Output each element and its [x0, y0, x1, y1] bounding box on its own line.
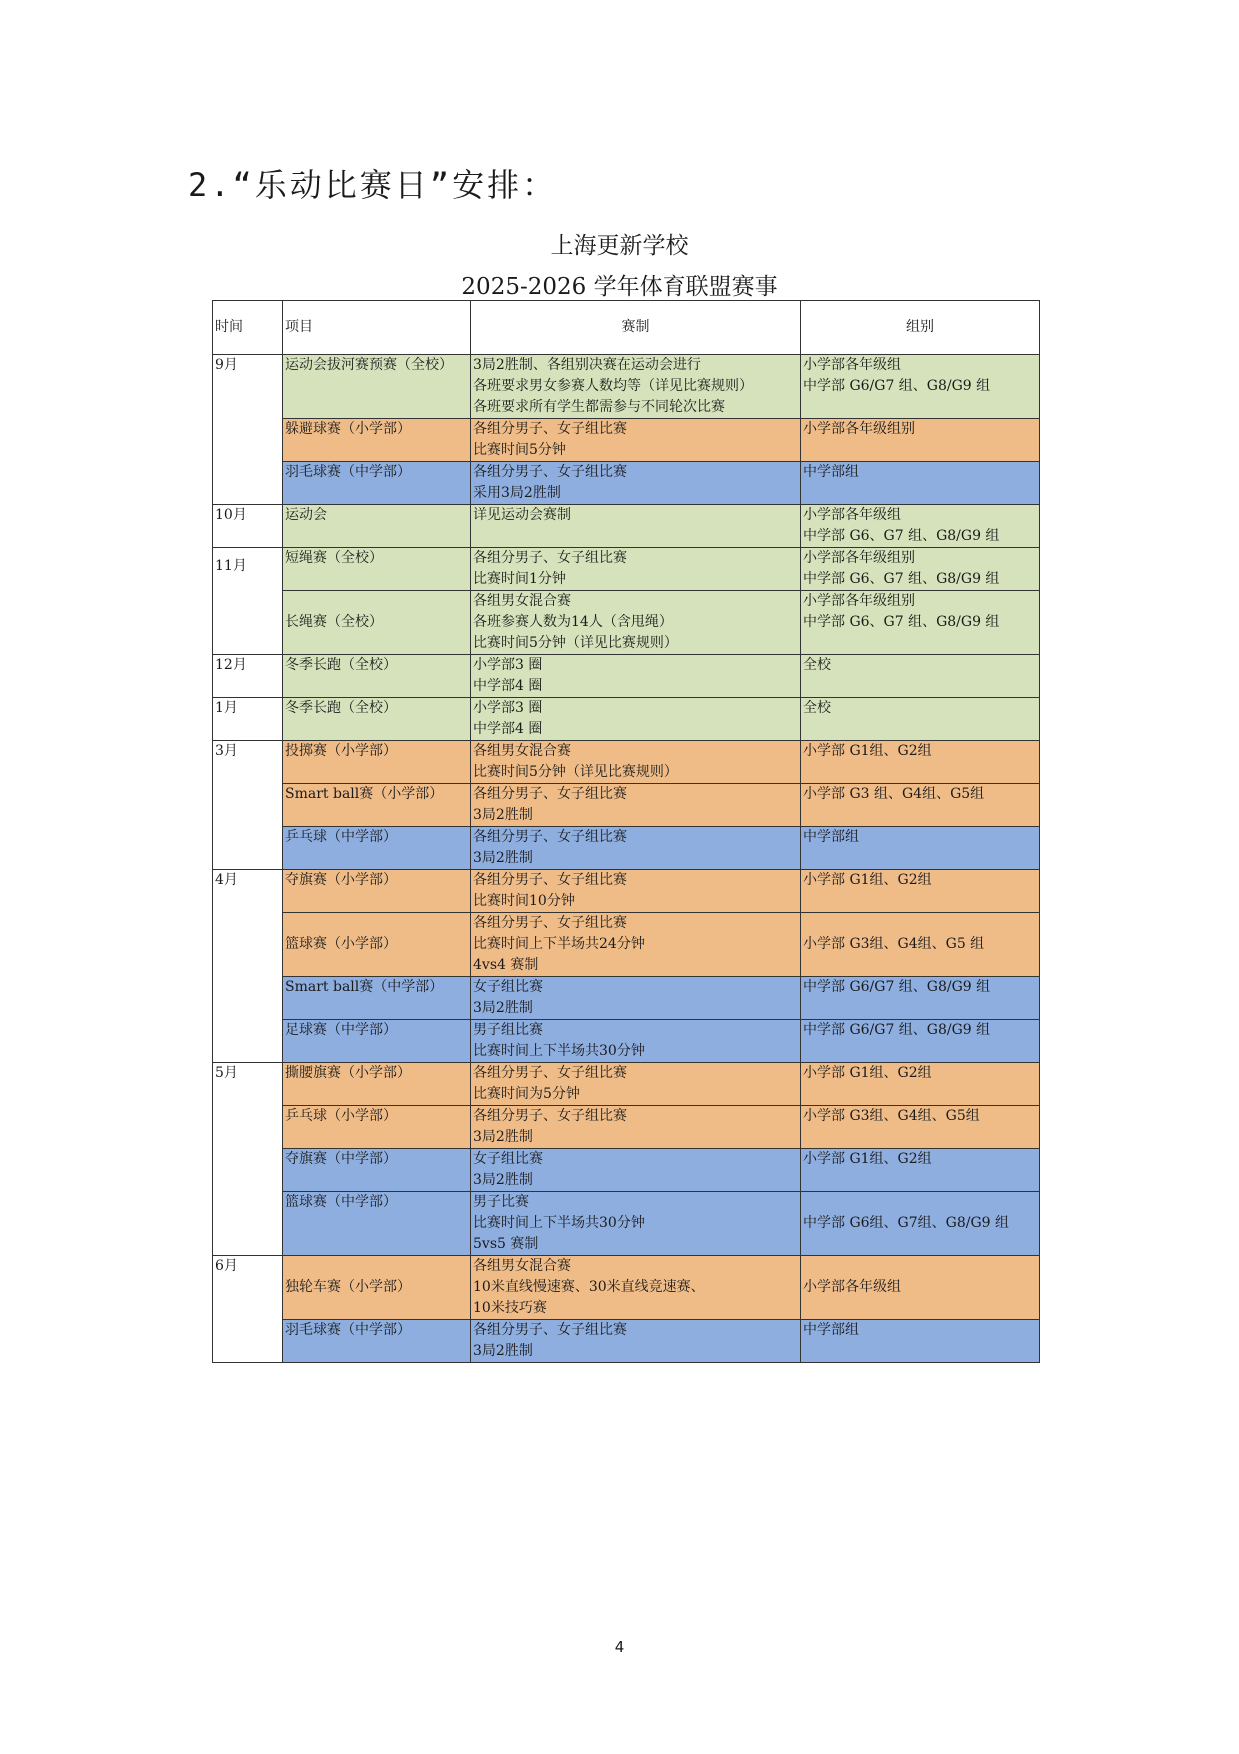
- project-cell: 撕腰旗赛（小学部）: [283, 1063, 471, 1106]
- format-line: 比赛时间上下半场共30分钟: [473, 1215, 645, 1231]
- table-row: [213, 870, 1040, 913]
- month-cell: 3月: [213, 741, 283, 870]
- page-number: 4: [614, 1638, 625, 1656]
- group-line: 小学部 G3 组、G4组、G5组: [803, 786, 985, 802]
- format-cell: [471, 591, 801, 655]
- group-line: 中学部组: [803, 464, 859, 480]
- format-cell: [471, 655, 801, 698]
- format-line: 各组分男子、女子组比赛: [473, 786, 627, 802]
- format-line: 女子组比赛: [473, 979, 543, 995]
- format-line: 详见运动会赛制: [473, 507, 571, 523]
- month-cell: 1月: [213, 698, 283, 741]
- table-row: [213, 741, 1040, 784]
- group-line: 中学部组: [803, 1322, 859, 1338]
- format-line: 采用3局2胜制: [473, 485, 561, 501]
- project-cell: 短绳赛（全校）: [283, 548, 471, 591]
- group-cell: [801, 1149, 1040, 1192]
- format-line: 各组分男子、女子组比赛: [473, 829, 627, 845]
- group-cell: [801, 870, 1040, 913]
- table-row: [213, 977, 1040, 1020]
- table-header-row: [213, 301, 1040, 355]
- format-line: 男子比赛: [473, 1194, 529, 1210]
- group-cell: [801, 784, 1040, 827]
- format-cell: [471, 870, 801, 913]
- format-line: 各组分男子、女子组比赛: [473, 1108, 627, 1124]
- format-line: 各组分男子、女子组比赛: [473, 421, 627, 437]
- event-title: 2025-2026 学年体育联盟赛事: [461, 274, 778, 300]
- table-row: [213, 655, 1040, 698]
- format-line: 小学部3 圈: [473, 657, 543, 673]
- group-line: 中学部 G6、G7 组、G8/G9 组: [803, 614, 1000, 630]
- format-cell: [471, 784, 801, 827]
- group-cell: [801, 1256, 1040, 1320]
- project-cell: 投掷赛（小学部）: [283, 741, 471, 784]
- project-cell: 篮球赛（小学部）: [283, 913, 471, 977]
- format-line: 各组分男子、女子组比赛: [473, 1065, 627, 1081]
- group-cell: [801, 505, 1040, 548]
- schedule-table: [212, 300, 1040, 1363]
- group-line: 全校: [803, 700, 831, 716]
- format-cell: [471, 355, 801, 419]
- format-line: 各组男女混合赛: [473, 1258, 571, 1274]
- format-line: 各组分男子、女子组比赛: [473, 1322, 627, 1338]
- format-line: 各班参赛人数为14人（含甩绳）: [473, 614, 673, 630]
- group-line: 中学部 G6组、G7组、G8/G9 组: [803, 1215, 1009, 1231]
- group-cell: [801, 1320, 1040, 1363]
- header-project: 项目: [283, 301, 471, 355]
- school-title: 上海更新学校: [550, 233, 689, 259]
- format-cell: [471, 977, 801, 1020]
- format-cell: [471, 741, 801, 784]
- group-cell: [801, 827, 1040, 870]
- format-line: 各组分男子、女子组比赛: [473, 872, 627, 888]
- project-cell: 乒乓球（中学部）: [283, 827, 471, 870]
- group-line: 中学部 G6、G7 组、G8/G9 组: [803, 571, 1000, 587]
- group-cell: [801, 462, 1040, 505]
- group-cell: [801, 913, 1040, 977]
- group-line: 小学部各年级组别: [803, 421, 915, 437]
- group-cell: [801, 698, 1040, 741]
- table-row: [213, 1063, 1040, 1106]
- format-line: 3局2胜制: [473, 1172, 533, 1188]
- project-cell: 躲避球赛（小学部）: [283, 419, 471, 462]
- format-line: 比赛时间1分钟: [473, 571, 566, 587]
- header-group: 组别: [801, 301, 1040, 355]
- table-row: [213, 1020, 1040, 1063]
- format-line: 比赛时间5分钟（详见比赛规则）: [473, 635, 678, 651]
- group-line: 小学部 G1组、G2组: [803, 1065, 932, 1081]
- month-cell: 9月: [213, 355, 283, 505]
- format-cell: [471, 1320, 801, 1363]
- group-line: 中学部 G6、G7 组、G8/G9 组: [803, 528, 1000, 544]
- table-row: [213, 419, 1040, 462]
- table-row: [213, 548, 1040, 591]
- format-line: 各组分男子、女子组比赛: [473, 915, 627, 931]
- project-cell: Smart ball赛（小学部）: [283, 784, 471, 827]
- group-line: 中学部 G6/G7 组、G8/G9 组: [803, 1022, 991, 1038]
- group-line: 小学部 G1组、G2组: [803, 1151, 932, 1167]
- group-cell: [801, 977, 1040, 1020]
- group-line: 小学部 G3组、G4组、G5 组: [803, 936, 985, 952]
- format-line: 3局2胜制: [473, 807, 533, 823]
- project-cell: 夺旗赛（中学部）: [283, 1149, 471, 1192]
- group-line: 小学部 G1组、G2组: [803, 872, 932, 888]
- format-cell: [471, 1020, 801, 1063]
- group-cell: [801, 1020, 1040, 1063]
- group-line: 小学部各年级组别: [803, 593, 915, 609]
- format-cell: [471, 1106, 801, 1149]
- group-line: 中学部 G6/G7 组、G8/G9 组: [803, 979, 991, 995]
- format-cell: [471, 419, 801, 462]
- project-cell: 运动会拔河赛预赛（全校）: [283, 355, 471, 419]
- month-cell: 5月: [213, 1063, 283, 1256]
- format-line: 5vs5 赛制: [473, 1236, 539, 1252]
- project-cell: 篮球赛（中学部）: [283, 1192, 471, 1256]
- format-cell: [471, 1256, 801, 1320]
- format-line: 比赛时间上下半场共24分钟: [473, 936, 645, 952]
- month-cell: 12月: [213, 655, 283, 698]
- format-line: 各组分男子、女子组比赛: [473, 550, 627, 566]
- format-cell: [471, 827, 801, 870]
- table-row: [213, 1106, 1040, 1149]
- format-line: 4vs4 赛制: [473, 957, 539, 973]
- group-line: 小学部 G3组、G4组、G5组: [803, 1108, 980, 1124]
- group-cell: [801, 548, 1040, 591]
- format-line: 比赛时间5分钟（详见比赛规则）: [473, 764, 678, 780]
- project-cell: 足球赛（中学部）: [283, 1020, 471, 1063]
- project-cell: 羽毛球赛（中学部）: [283, 462, 471, 505]
- group-cell: [801, 355, 1040, 419]
- format-cell: [471, 505, 801, 548]
- project-cell: 羽毛球赛（中学部）: [283, 1320, 471, 1363]
- project-cell: 运动会: [283, 505, 471, 548]
- group-cell: [801, 1063, 1040, 1106]
- table-row: [213, 827, 1040, 870]
- format-line: 10米直线慢速赛、30米直线竞速赛、: [473, 1279, 705, 1295]
- format-line: 比赛时间为5分钟: [473, 1086, 580, 1102]
- table-row: [213, 1320, 1040, 1363]
- format-cell: [471, 698, 801, 741]
- table-row: [213, 913, 1040, 977]
- format-line: 各班要求男女参赛人数均等（详见比赛规则）: [473, 378, 753, 394]
- project-cell: 乒乓球（小学部）: [283, 1106, 471, 1149]
- table-row: [213, 355, 1040, 419]
- format-cell: [471, 1192, 801, 1256]
- format-line: 各组男女混合赛: [473, 593, 571, 609]
- format-line: 3局2胜制: [473, 1000, 533, 1016]
- format-line: 男子组比赛: [473, 1022, 543, 1038]
- project-cell: 冬季长跑（全校）: [283, 655, 471, 698]
- project-cell: 冬季长跑（全校）: [283, 698, 471, 741]
- group-line: 小学部各年级组: [803, 357, 901, 373]
- table-row: [213, 1256, 1040, 1320]
- month-cell: 4月: [213, 870, 283, 1063]
- month-cell: 10月: [213, 505, 283, 548]
- group-cell: [801, 655, 1040, 698]
- group-line: 小学部各年级组: [803, 1279, 901, 1295]
- group-line: 全校: [803, 657, 831, 673]
- header-time: 时间: [213, 301, 283, 355]
- project-cell: 长绳赛（全校）: [283, 591, 471, 655]
- table-row: [213, 1149, 1040, 1192]
- format-cell: [471, 1063, 801, 1106]
- schedule-body: [213, 355, 1040, 1363]
- format-line: 10米技巧赛: [473, 1300, 547, 1316]
- format-line: 比赛时间上下半场共30分钟: [473, 1043, 645, 1059]
- section-heading: 2.“乐动比赛日”安排：: [188, 166, 558, 204]
- format-line: 3局2胜制: [473, 1129, 533, 1145]
- format-cell: [471, 1149, 801, 1192]
- table-row: [213, 591, 1040, 655]
- group-line: 小学部 G1组、G2组: [803, 743, 932, 759]
- format-cell: [471, 548, 801, 591]
- group-cell: [801, 1192, 1040, 1256]
- format-line: 3局2胜制、各组别决赛在运动会进行: [473, 357, 701, 373]
- format-cell: [471, 913, 801, 977]
- table-row: [213, 784, 1040, 827]
- group-line: 小学部各年级组别: [803, 550, 915, 566]
- group-line: 中学部组: [803, 829, 859, 845]
- format-line: 各组男女混合赛: [473, 743, 571, 759]
- format-line: 比赛时间5分钟: [473, 442, 566, 458]
- table-row: [213, 505, 1040, 548]
- format-line: 3局2胜制: [473, 1343, 533, 1359]
- header-format: 赛制: [471, 301, 801, 355]
- format-line: 中学部4 圈: [473, 678, 543, 694]
- group-line: 中学部 G6/G7 组、G8/G9 组: [803, 378, 991, 394]
- format-line: 3局2胜制: [473, 850, 533, 866]
- group-cell: [801, 741, 1040, 784]
- group-cell: [801, 419, 1040, 462]
- table-row: [213, 1192, 1040, 1256]
- table-row: [213, 698, 1040, 741]
- project-cell: Smart ball赛（中学部）: [283, 977, 471, 1020]
- group-line: 小学部各年级组: [803, 507, 901, 523]
- format-line: 中学部4 圈: [473, 721, 543, 737]
- month-cell: 11月: [213, 548, 283, 655]
- group-cell: [801, 1106, 1040, 1149]
- project-cell: 独轮车赛（小学部）: [283, 1256, 471, 1320]
- format-line: 各班要求所有学生都需参与不同轮次比赛: [473, 399, 725, 415]
- table-row: [213, 462, 1040, 505]
- format-line: 小学部3 圈: [473, 700, 543, 716]
- format-cell: [471, 462, 801, 505]
- format-line: 女子组比赛: [473, 1151, 543, 1167]
- project-cell: 夺旗赛（小学部）: [283, 870, 471, 913]
- month-cell: 6月: [213, 1256, 283, 1363]
- group-cell: [801, 591, 1040, 655]
- format-line: 各组分男子、女子组比赛: [473, 464, 627, 480]
- format-line: 比赛时间10分钟: [473, 893, 575, 909]
